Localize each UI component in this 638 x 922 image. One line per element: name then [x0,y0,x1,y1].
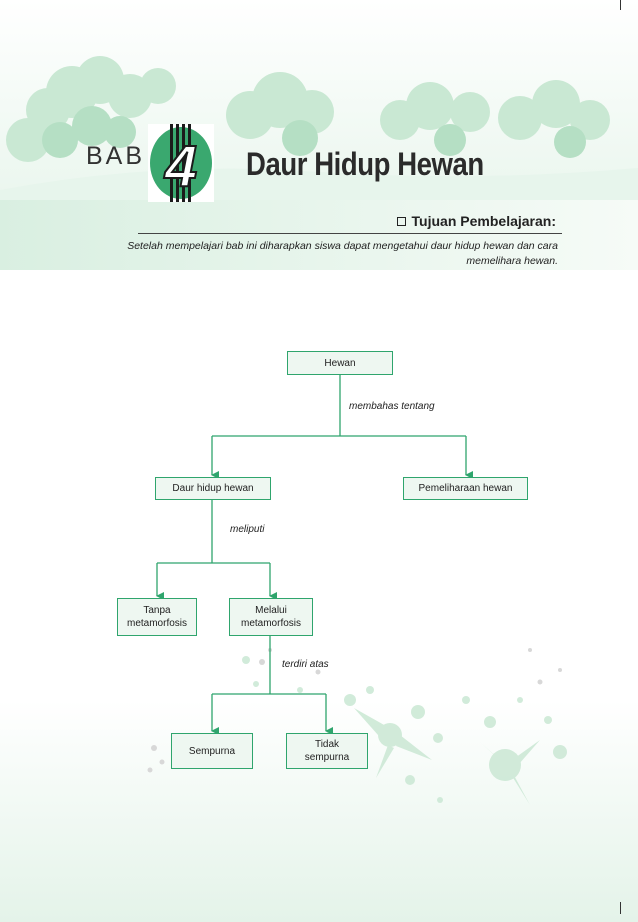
node-tidak-sempurna: Tidak sempurna [286,733,368,769]
chapter-number: 4 [164,134,198,199]
node-sempurna: Sempurna [171,733,253,769]
link-label-membahas: membahas tentang [349,401,435,412]
link-label-terdiri-atas: terdiri atas [282,659,329,670]
link-label-meliputi: meliputi [230,524,265,535]
chapter-label: BAB [86,142,146,170]
chapter-title: Daur Hidup Hewan [246,146,484,182]
objective-heading-label: Tujuan Pembelajaran: [411,213,556,229]
node-daur-hidup: Daur hidup hewan [155,477,271,500]
objective-text: Setelah mempelajari bab ini diharapkan siswa dapat mengetahui daur hidup hewan dan cara memelihara hewan. [127,240,558,267]
node-melalui-metamorfosis: Melalui metamorfosis [229,598,313,636]
node-hewan: Hewan [287,351,393,375]
node-tanpa-metamorfosis: Tanpa metamorfosis [117,598,197,636]
node-pemeliharaan: Pemeliharaan hewan [403,477,528,500]
